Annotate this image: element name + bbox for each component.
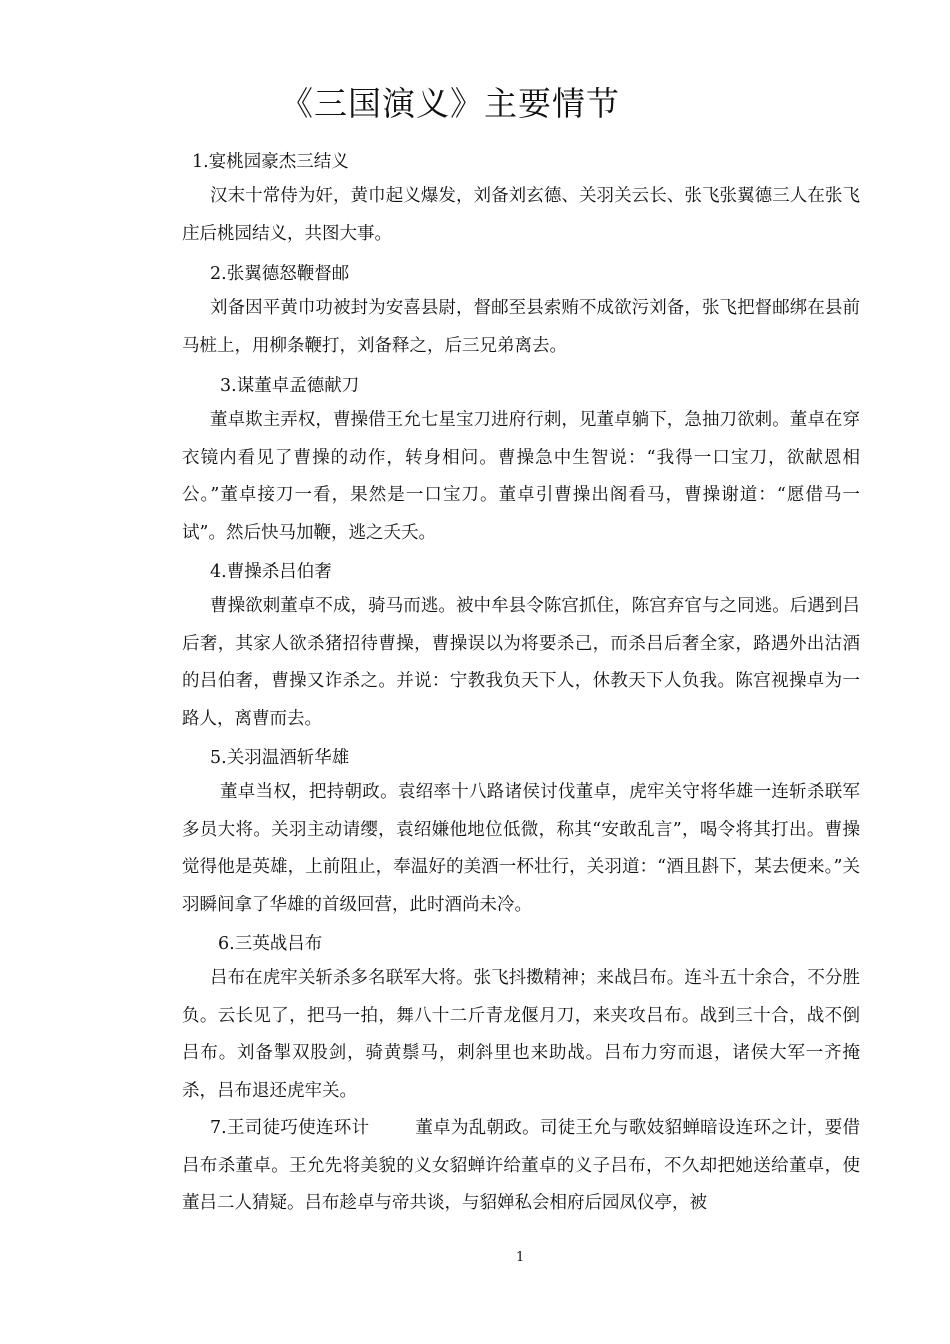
section-heading: 3.谋董卓孟德献刀 bbox=[220, 376, 360, 396]
section-heading: 6.三英战吕布 bbox=[218, 934, 323, 954]
section-heading: 4.曹操杀吕伯奢 bbox=[210, 562, 332, 582]
section-body: 董卓为乱朝政。司徒王允与歌妓貂蝉暗设连环之计，要借吕布杀董卓。王允先将美貌的义女貂蝉许给董卓的义子吕布，不久却把她送给董卓，使董吕二人猜疑。吕布趁卓与帝共谈，与貂婵私会相府后园凤仪亭，被 bbox=[182, 1118, 860, 1213]
section-body: 吕布在虎牢关斩杀多名联军大将。张飞抖擞精神；来战吕布。连斗五十余合，不分胜负。云长见了，把马一拍，舞八十二斤青龙偃月刀，来夹攻吕布。战到三十合，战不倒吕布。刘备掣双股剑，骑黄鬃马，刺斜里也来助战。吕布力穷而退，诸侯大军一齐掩杀，吕布退还虎牢关。 bbox=[182, 968, 860, 1101]
section-heading: 2.张翼德怒鞭督邮 bbox=[210, 264, 350, 284]
section-seven bbox=[182, 1110, 860, 1223]
section-body: 董卓欺主弄权，曹操借王允七星宝刀进府行刺，见董卓躺下，急抽刀欲刺。董卓在穿衣镜内看见了曹操的动作，转身相问。曹操急中生智说：“我得一口宝刀，欲献恩相公。”董卓接刀一看，果然是一口宝刀。董卓引曹操出阁看马，曹操谢道：“愿借马一试”。然后快马加鞭，逃之夭夭。 bbox=[182, 410, 860, 543]
section-body: 汉末十常侍为奸，黄巾起义爆发，刘备刘玄德、关羽关云长、张飞张翼德三人在张飞庄后桃园结义，共图大事。 bbox=[182, 186, 860, 244]
section-body: 董卓当权，把持朝政。袁绍率十八路诸侯讨伐董卓，虎牢关守将华雄一连斩杀联军多员大将。关羽主动请缨，袁绍嫌他地位低微，称其“安敢乱言”，喝令将其打出。曹操觉得他是英雄，上前阻止，奉温好的美酒一杯壮行，关羽道：“酒且斟下，某去便来。”关羽瞬间拿了华雄的首级回营，此时酒尚未冷。 bbox=[182, 782, 860, 915]
page-number: 1 bbox=[516, 1250, 525, 1265]
section-heading: 7.王司徒巧使连环计 bbox=[210, 1118, 370, 1138]
section-body: 刘备因平黄巾功被封为安喜县尉，督邮至县索贿不成欲污刘备，张飞把督邮绑在县前马桩上，用柳条鞭打，刘备释之，后三兄弟离去。 bbox=[182, 298, 860, 356]
page-title: 《三国演义》主要情节 bbox=[280, 84, 620, 123]
section-heading: 1.宴桃园豪杰三结义 bbox=[192, 152, 349, 172]
section-body: 曹操欲刺董卓不成，骑马而逃。被中牟县令陈宫抓住，陈宫弃官与之同逃。后遇到吕后奢，其家人欲杀猪招待曹操，曹操误以为将要杀己，而杀吕后奢全家，路遇外出沽酒的吕伯奢，曹操又诈杀之。并说：宁教我负天下人，休教天下人负我。陈宫视操卓为一路人，离曹而去。 bbox=[182, 596, 860, 729]
section-heading: 5.关羽温酒斩华雄 bbox=[210, 748, 350, 768]
